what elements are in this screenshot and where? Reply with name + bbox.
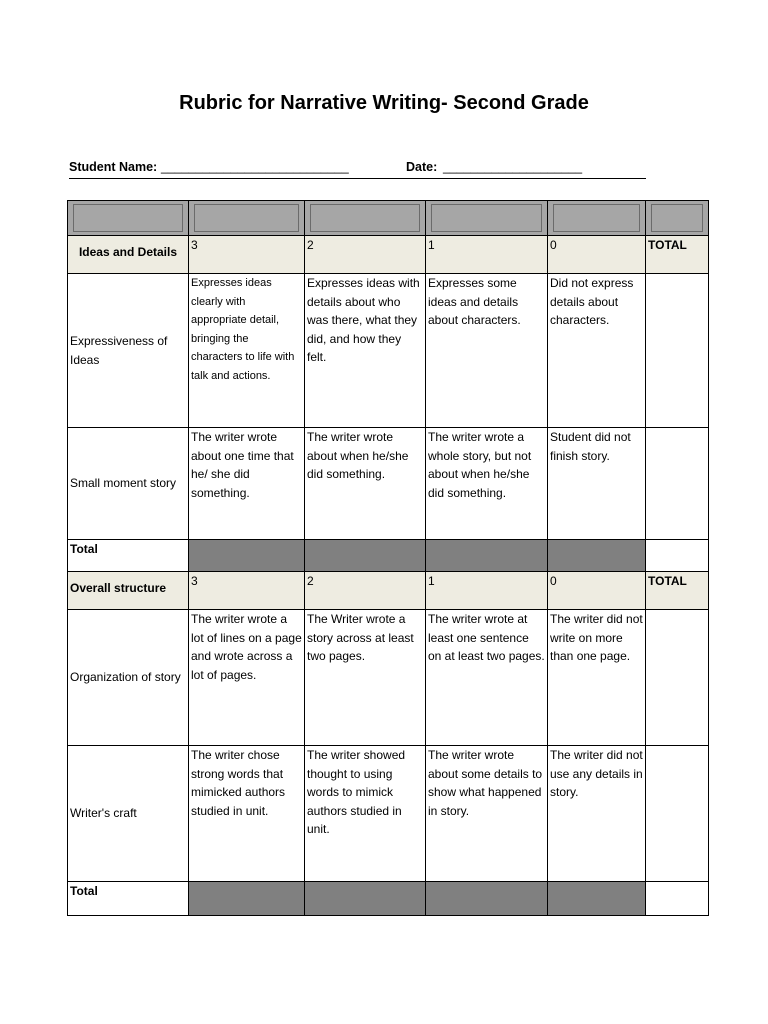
criterion-cell: Did not express details about characters. (548, 274, 646, 428)
criterion-cell: The writer wrote about one time that he/ she did something. (189, 428, 305, 540)
total-cell[interactable] (646, 746, 709, 882)
total-cell[interactable] (646, 610, 709, 746)
total-header: TOTAL (646, 572, 709, 610)
criterion-cell: The writer wrote a lot of lines on a page and wrote across a lot of pages. (189, 610, 305, 746)
criterion-cell: The writer wrote about when he/she did something. (305, 428, 426, 540)
shaded-cell (426, 882, 548, 916)
table-header-row (68, 201, 709, 236)
student-name-field[interactable]: ___________________________ (161, 160, 349, 174)
header-cell (548, 201, 646, 236)
table-row (68, 746, 709, 882)
total-row-label: Total (68, 882, 189, 916)
score-header: 0 (548, 236, 646, 274)
criterion-cell: The writer wrote at least one sentence on at least two pages. (426, 610, 548, 746)
score-header: 0 (548, 572, 646, 610)
criterion-label: Writer's craft (68, 746, 189, 882)
rubric-table (67, 200, 709, 916)
total-row (68, 882, 709, 916)
criterion-cell: The writer did not use any details in story. (548, 746, 646, 882)
table-row (68, 274, 709, 428)
shaded-cell (189, 882, 305, 916)
page-title: Rubric for Narrative Writing- Second Grade (179, 92, 589, 114)
header-cell (68, 201, 189, 236)
total-header: TOTAL (646, 236, 709, 274)
header-cell (426, 201, 548, 236)
score-header: 2 (305, 236, 426, 274)
criterion-cell: The writer wrote about some details to show what happened in story. (426, 746, 548, 882)
criterion-cell: Expresses ideas with details about who was there, what they did, and how they felt. (305, 274, 426, 428)
date-field[interactable]: ____________________ (443, 160, 583, 174)
total-row (68, 540, 709, 572)
criterion-cell: The writer chose strong words that mimicked authors studied in unit. (189, 746, 305, 882)
score-header: 2 (305, 572, 426, 610)
criterion-cell: Expresses ideas clearly with appropriate detail, bringing the characters to life with talk and actions. (189, 274, 305, 428)
score-header: 3 (189, 236, 305, 274)
score-header: 1 (426, 236, 548, 274)
header-cell (305, 201, 426, 236)
criterion-label: Expressiveness of Ideas (68, 274, 189, 428)
header-cell (646, 201, 709, 236)
table-row (68, 428, 709, 540)
total-cell[interactable] (646, 540, 709, 572)
total-cell[interactable] (646, 882, 709, 916)
section-header-row (68, 572, 709, 610)
header-cell (189, 201, 305, 236)
criterion-cell: The writer showed thought to using words to mimick authors studied in unit. (305, 746, 426, 882)
criterion-cell: The writer did not write on more than one page. (548, 610, 646, 746)
section-label: Ideas and Details (68, 236, 189, 274)
criterion-cell: The Writer wrote a story across at least two pages. (305, 610, 426, 746)
shaded-cell (426, 540, 548, 572)
shaded-cell (189, 540, 305, 572)
shaded-cell (305, 882, 426, 916)
shaded-cell (305, 540, 426, 572)
total-row-label: Total (68, 540, 189, 572)
total-cell[interactable] (646, 428, 709, 540)
criterion-cell: Expresses some ideas and details about characters. (426, 274, 548, 428)
student-info-line (69, 158, 646, 179)
criterion-label: Small moment story (68, 428, 189, 540)
student-name-label: Student Name: (69, 160, 158, 174)
total-cell[interactable] (646, 274, 709, 428)
criterion-cell: The writer wrote a whole story, but not about when he/she did something. (426, 428, 548, 540)
section-header-row (68, 236, 709, 274)
section-label: Overall structure (68, 572, 189, 610)
criterion-cell: Student did not finish story. (548, 428, 646, 540)
shaded-cell (548, 882, 646, 916)
date-label: Date: (406, 160, 438, 174)
criterion-label: Organization of story (68, 610, 189, 746)
shaded-cell (548, 540, 646, 572)
score-header: 1 (426, 572, 548, 610)
score-header: 3 (189, 572, 305, 610)
table-row (68, 610, 709, 746)
